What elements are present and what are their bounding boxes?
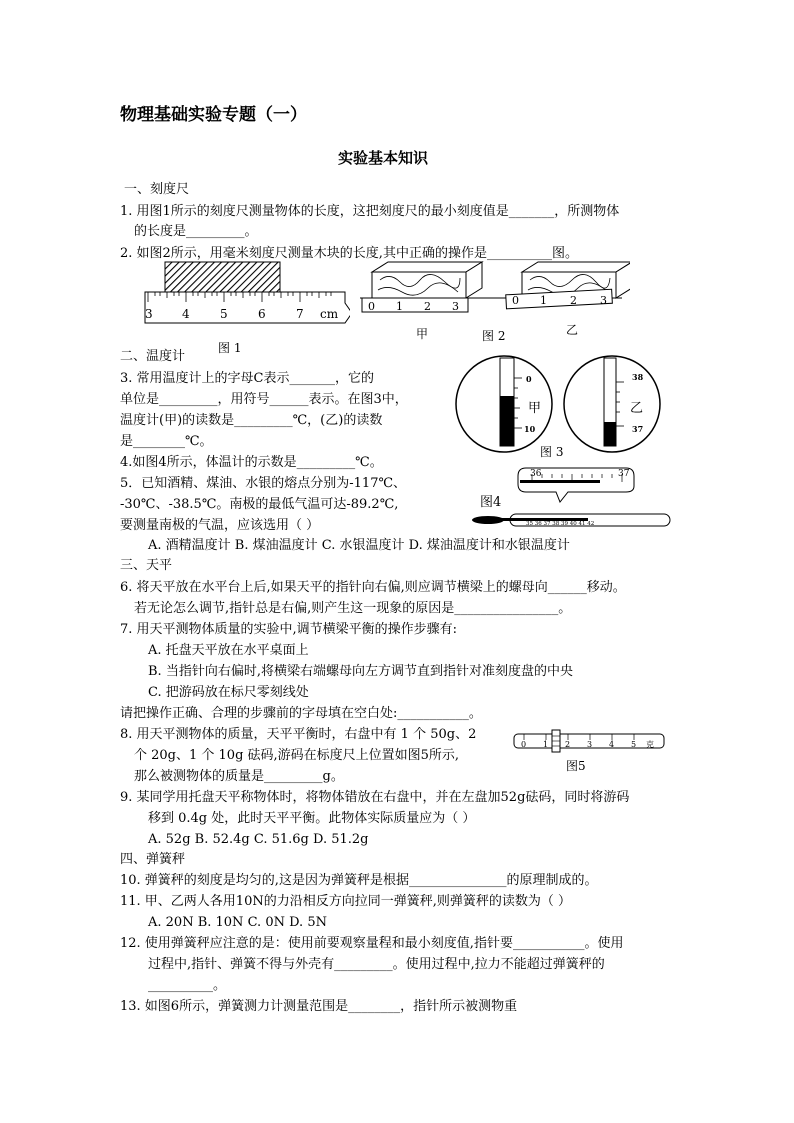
q6-line2: 若无论怎么调节,指针总是右偏,则产生这一现象的原因是________________。 <box>134 601 572 616</box>
section-thermometer: 二、温度计 <box>120 349 186 364</box>
q4-line1: 4.如图4所示，体温计的示数是_________℃。 <box>120 455 383 470</box>
figure-5-caption: 图5 <box>566 759 586 773</box>
ruler-tick-label: 6 <box>258 307 266 321</box>
label-jia: 甲 <box>416 327 429 341</box>
q1-line2: 的长度是_________。 <box>134 224 258 239</box>
q10-line1: 10. 弹簧秤的刻度是均匀的,这是因为弹簧秤是根据_______________的原理制成的。 <box>120 873 598 888</box>
q13-line1: 13. 如图6所示，弹簧测力计测量范围是________，指针所示被测物重 <box>120 999 518 1014</box>
ruler-diagram <box>140 258 350 358</box>
q11-options: A. 20N B. 10N C. 0N D. 5N <box>148 915 327 930</box>
figure-1-caption: 图 1 <box>218 341 242 355</box>
svg-text:0: 0 <box>512 294 519 307</box>
q9-line2: 移到 0.4g 处，此时天平平衡。此物体实际质量应为（ ） <box>148 811 476 826</box>
q9-options: A. 52g B. 52.4g C. 51.6g D. 51.2g <box>148 832 369 847</box>
svg-text:10: 10 <box>524 424 536 434</box>
svg-text:36: 36 <box>530 469 542 479</box>
figure-5 <box>510 728 670 776</box>
q3-line3: 温度计(甲)的读数是_________℃，(乙)的读数 <box>120 413 383 428</box>
svg-text:2: 2 <box>424 300 431 313</box>
svg-text:2: 2 <box>570 294 577 307</box>
q1-line1: 1. 用图1所示的刻度尺测量物体的长度，这把刻度尺的最小刻度值是_______，所测物体 <box>120 204 620 219</box>
q12-line1: 12. 使用弹簧秤应注意的是：使用前要观察量程和最小刻度值,指针要___________。使用 <box>120 936 624 951</box>
figure-3 <box>454 352 674 462</box>
figure-4-caption: 图4 <box>480 495 502 510</box>
ruler-tick-label: 4 <box>182 307 190 321</box>
q7-step-b: B. 当指针向右偏时,将横梁右端螺母向左方调节直到指针对准刻度盘的中央 <box>148 664 573 679</box>
svg-text:1: 1 <box>540 294 547 307</box>
clinical-thermometer <box>470 462 675 532</box>
q5-options: A. 酒精温度计 B. 煤油温度计 C. 水银温度计 D. 煤油温度计和水银温度计 <box>148 538 570 553</box>
section-balance: 三、天平 <box>120 558 173 573</box>
figure-4 <box>470 462 675 532</box>
ruler-unit: cm <box>320 307 339 321</box>
thermometer-circles <box>454 352 674 462</box>
q11-line1: 11. 甲、乙两人各用10N的力沿相反方向拉同一弹簧秤,则弹簧秤的读数为（ ） <box>120 894 571 909</box>
svg-text:3: 3 <box>452 300 459 313</box>
q12-line3: __________。 <box>148 978 227 993</box>
svg-text:0: 0 <box>526 374 532 384</box>
page-title: 物理基础实验专题（一） <box>120 105 307 125</box>
ruler-tick-label: 5 <box>220 307 228 321</box>
q5-line1: 5．已知酒精、煤油、水银的熔点分别为-117℃、 <box>120 476 407 491</box>
svg-text:38: 38 <box>632 372 644 382</box>
q8-line2: 个 20g、1 个 10g 砝码,游码在标度尺上位置如图5所示, <box>134 748 460 763</box>
svg-text:1: 1 <box>396 300 403 313</box>
q6-line1: 6. 将天平放在水平台上后,如果天平的指针向右偏,则应调节横梁上的螺母向______移动。 <box>120 580 626 595</box>
q2-line1: 2. 如图2所示，用毫米刻度尺测量木块的长度,其中正确的操作是__________图。 <box>120 246 578 261</box>
svg-text:3: 3 <box>587 740 593 749</box>
label-yi: 乙 <box>566 323 579 337</box>
page-subtitle: 实验基本知识 <box>338 149 429 167</box>
label-yi: 乙 <box>630 401 644 416</box>
q3-line1: 3. 常用温度计上的字母C表示_______，它的 <box>120 371 374 386</box>
svg-text:37: 37 <box>618 469 630 479</box>
figure-3-caption: 图 3 <box>540 445 564 459</box>
section-ruler: 一、刻度尺 <box>124 182 190 197</box>
q7-line1: 7. 用天平测物体质量的实验中,调节横梁平衡的操作步骤有: <box>120 622 458 637</box>
figure-2 <box>360 258 630 348</box>
svg-text:0: 0 <box>521 740 527 749</box>
svg-text:2: 2 <box>565 740 571 749</box>
svg-text:5: 5 <box>631 740 637 749</box>
label-jia: 甲 <box>528 401 542 416</box>
hatched-block <box>165 262 280 292</box>
q7-step-c: C. 把游码放在标尺零刻线处 <box>148 685 309 700</box>
svg-text:0: 0 <box>368 300 375 313</box>
ruler-tick-label: 3 <box>145 307 153 321</box>
rider-scale <box>510 728 670 776</box>
q3-line4: 是________℃。 <box>120 434 213 449</box>
q5-line3: 要测量南极的气温，应该选用（ ） <box>120 518 320 533</box>
svg-text:35 36 37 38 39 40 41 42: 35 36 37 38 39 40 41 42 <box>526 521 595 527</box>
wood-block-diagram <box>360 258 630 348</box>
svg-text:3: 3 <box>600 294 607 307</box>
svg-text:1: 1 <box>543 740 549 749</box>
q3-line2: 单位是_________，用符号______表示。在图3中， <box>120 392 408 407</box>
q12-line2: 过程中,指针、弹簧不得与外壳有_________。使用过程中,拉力不能超过弹簧秤的 <box>148 957 605 972</box>
figure-2-caption: 图 2 <box>482 329 506 343</box>
section-spring-scale: 四、弹簧秤 <box>120 852 186 867</box>
svg-text:4: 4 <box>609 740 615 749</box>
svg-text:37: 37 <box>632 424 644 434</box>
q7-step-a: A. 托盘天平放在水平桌面上 <box>148 643 309 658</box>
q7-line2: 请把操作正确、合理的步骤前的字母填在空白处:___________。 <box>120 706 482 721</box>
figure-1 <box>140 258 350 358</box>
svg-text:克: 克 <box>646 740 654 749</box>
ruler-tick-label: 7 <box>296 307 304 321</box>
q5-line2: -30℃、-38.5℃。南极的最低气温可达-89.2℃, <box>120 497 399 512</box>
q8-line3: 那么被测物体的质量是_________g。 <box>134 769 344 784</box>
q8-line1: 8. 用天平测物体的质量，天平平衡时，右盘中有 1 个 50g、2 <box>120 727 477 742</box>
q9-line1: 9. 某同学用托盘天平称物体时，将物体错放在右盘中，并在左盘加52g砝码，同时将游码 <box>120 790 630 805</box>
